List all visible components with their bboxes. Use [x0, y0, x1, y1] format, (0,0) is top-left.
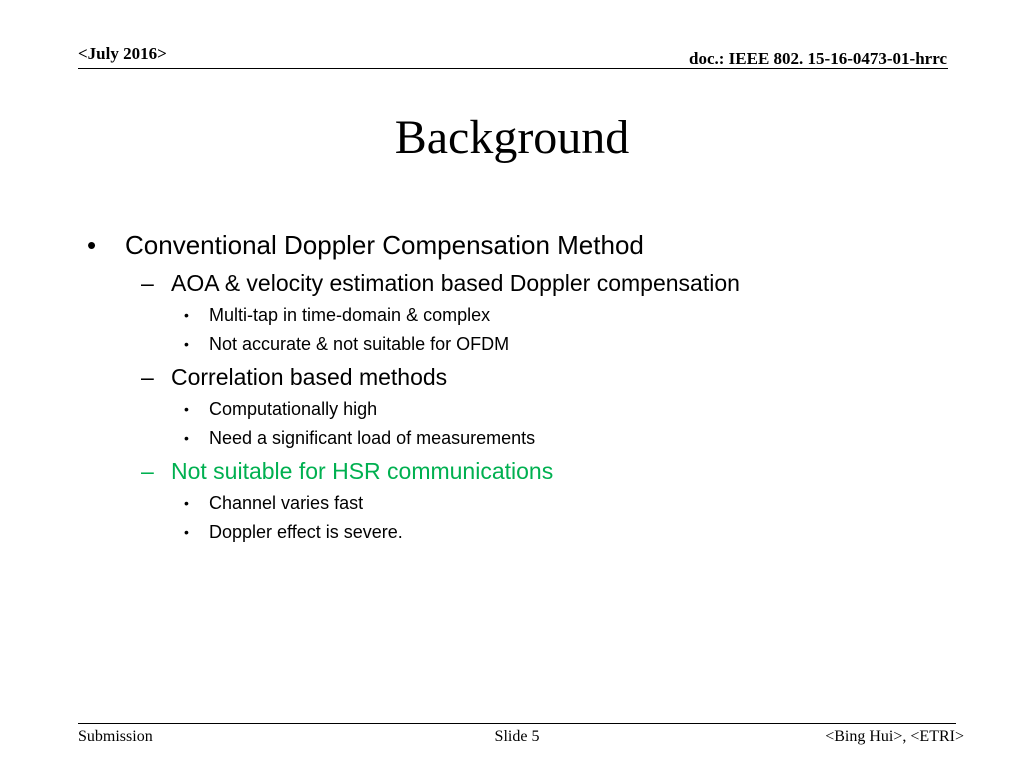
bullet-icon: • — [184, 430, 189, 446]
footer-slide-number: Slide 5 — [494, 728, 540, 745]
bullet-level3 — [184, 428, 536, 449]
bullet-text: Not accurate & not suitable for OFDM — [209, 334, 510, 354]
bullet-text: Channel varies fast — [209, 493, 364, 513]
bullet-icon: • — [184, 336, 189, 352]
bullet-text: Need a significant load of measurements — [209, 428, 536, 448]
bullet-text: Multi-tap in time-domain & complex — [209, 305, 491, 325]
bullet-text: Not suitable for HSR communications — [171, 458, 554, 484]
bullet-level1 — [87, 230, 644, 260]
bullet-level2 — [141, 270, 740, 297]
bullet-text: AOA & velocity estimation based Doppler compensation — [171, 270, 740, 296]
bullet-level3 — [184, 399, 378, 420]
slide-title: Background — [394, 111, 630, 164]
dash-icon: – — [141, 364, 154, 390]
footer-submission: Submission — [78, 728, 153, 745]
bullet-text: Correlation based methods — [171, 364, 448, 390]
bullet-level2 — [141, 364, 448, 391]
footer-divider — [78, 723, 956, 724]
bullet-level3 — [184, 334, 510, 355]
bullet-icon: • — [184, 307, 189, 323]
bullet-text: Computationally high — [209, 399, 378, 419]
dash-icon: – — [141, 458, 154, 484]
bullet-icon: • — [87, 230, 97, 260]
bullet-icon: • — [184, 524, 189, 540]
header-doc-id: doc.: IEEE 802. 15-16-0473-01-hrrc — [689, 49, 947, 68]
header-date: <July 2016> — [78, 44, 167, 63]
bullet-icon: • — [184, 495, 189, 511]
dash-icon: – — [141, 270, 154, 296]
bullet-level3 — [184, 522, 403, 543]
bullet-level2-highlight — [141, 458, 554, 485]
bullet-level3 — [184, 305, 491, 326]
bullet-level3 — [184, 493, 364, 514]
footer-author: <Bing Hui>, <ETRI> — [825, 728, 964, 745]
bullet-text: Doppler effect is severe. — [209, 522, 403, 542]
bullet-text: Conventional Doppler Compensation Method — [125, 230, 644, 260]
bullet-icon: • — [184, 401, 189, 417]
